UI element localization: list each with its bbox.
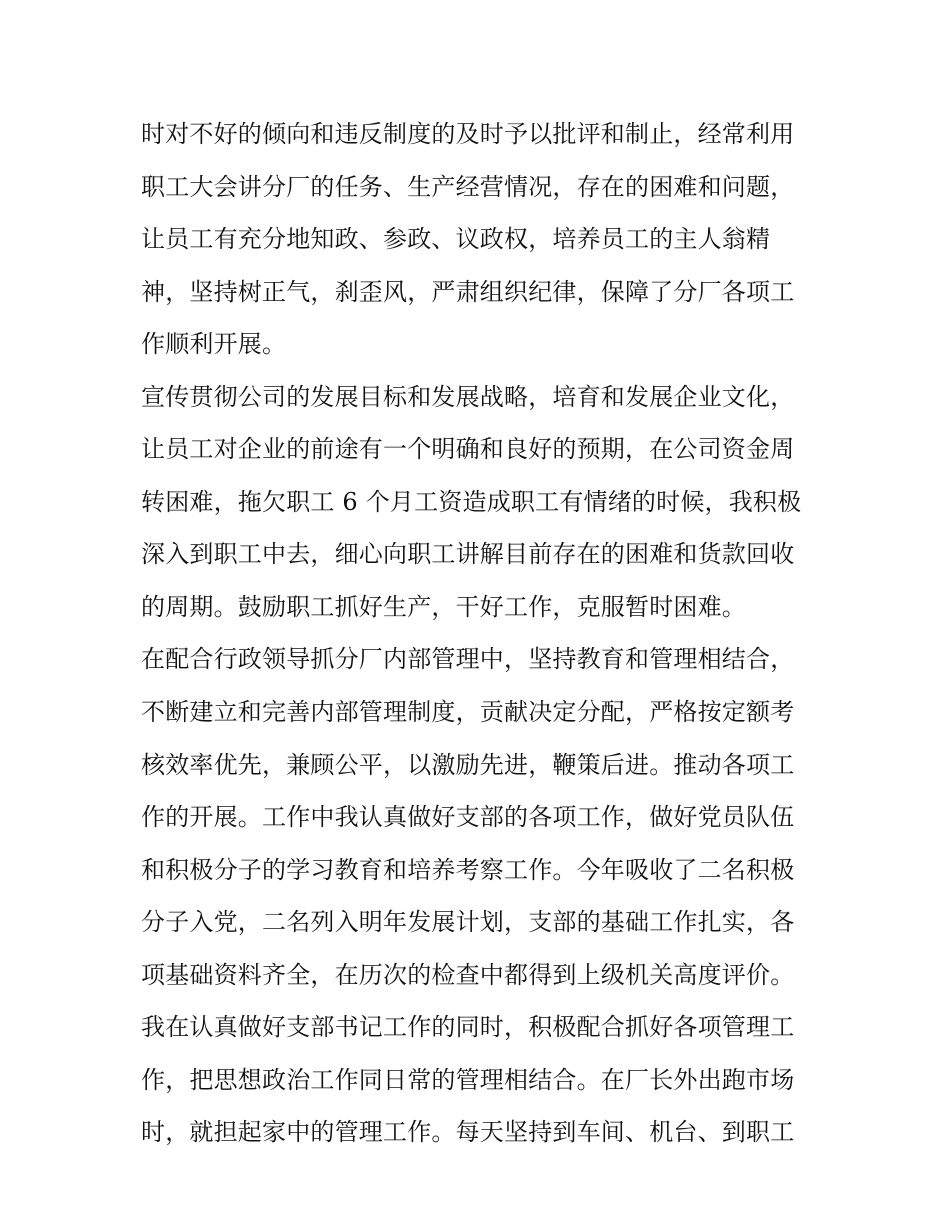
text-line: 项基础资料齐全，在历次的检查中都得到上级机关高度评价。: [141, 960, 795, 989]
document-body-text: [141, 108, 813, 1159]
text-line: 让员工有充分地知政、参政、议政权，培养员工的主人翁精: [141, 225, 771, 254]
text-line: 在配合行政领导抓分厂内部管理中，坚持教育和管理相结合，: [141, 645, 795, 674]
text-line: 作，把思想政治工作同日常的管理相结合。在厂长外出跑市场: [141, 1065, 795, 1094]
text-line: 和积极分子的学习教育和培养考察工作。今年吸收了二名积极: [141, 855, 795, 884]
text-line: 不断建立和完善内部管理制度，贡献决定分配，严格按定额考: [141, 698, 795, 727]
text-line: 核效率优先，兼顾公平，以激励先进，鞭策后进。推动各项工: [141, 750, 795, 779]
text-line: 宣传贯彻公司的发展目标和发展战略，培育和发展企业文化，: [141, 382, 795, 411]
text-line: 时对不好的倾向和违反制度的及时予以批评和制止，经常利用: [141, 120, 795, 148]
text-line: 神，坚持树正气，刹歪风，严肃组织纪律，保障了分厂各项工: [141, 277, 795, 306]
text-line: 分子入党，二名列入明年发展计划，支部的基础工作扎实，各: [141, 908, 795, 937]
text-line: 作顺利开展。: [141, 330, 287, 359]
text-line: 转困难，拖欠职工 6 个月工资造成职工有情绪的时候，我积极: [141, 487, 802, 516]
text-line: 职工大会讲分厂的任务、生产经营情况，存在的困难和问题，: [141, 172, 795, 201]
text-line: 深入到职工中去，细心向职工讲解目前存在的困难和货款回收: [141, 540, 795, 569]
text-line: 的周期。鼓励职工抓好生产，干好工作，克服暂时困难。: [141, 592, 746, 621]
text-line: 时，就担起家中的管理工作。每天坚持到车间、机台、到职工: [141, 1118, 795, 1147]
text-line: 我在认真做好支部书记工作的同时，积极配合抓好各项管理工: [141, 1013, 795, 1042]
text-line: 作的开展。工作中我认真做好支部的各项工作，做好党员队伍: [141, 803, 795, 832]
text-line: 让员工对企业的前途有一个明确和良好的预期，在公司资金周: [141, 435, 795, 464]
